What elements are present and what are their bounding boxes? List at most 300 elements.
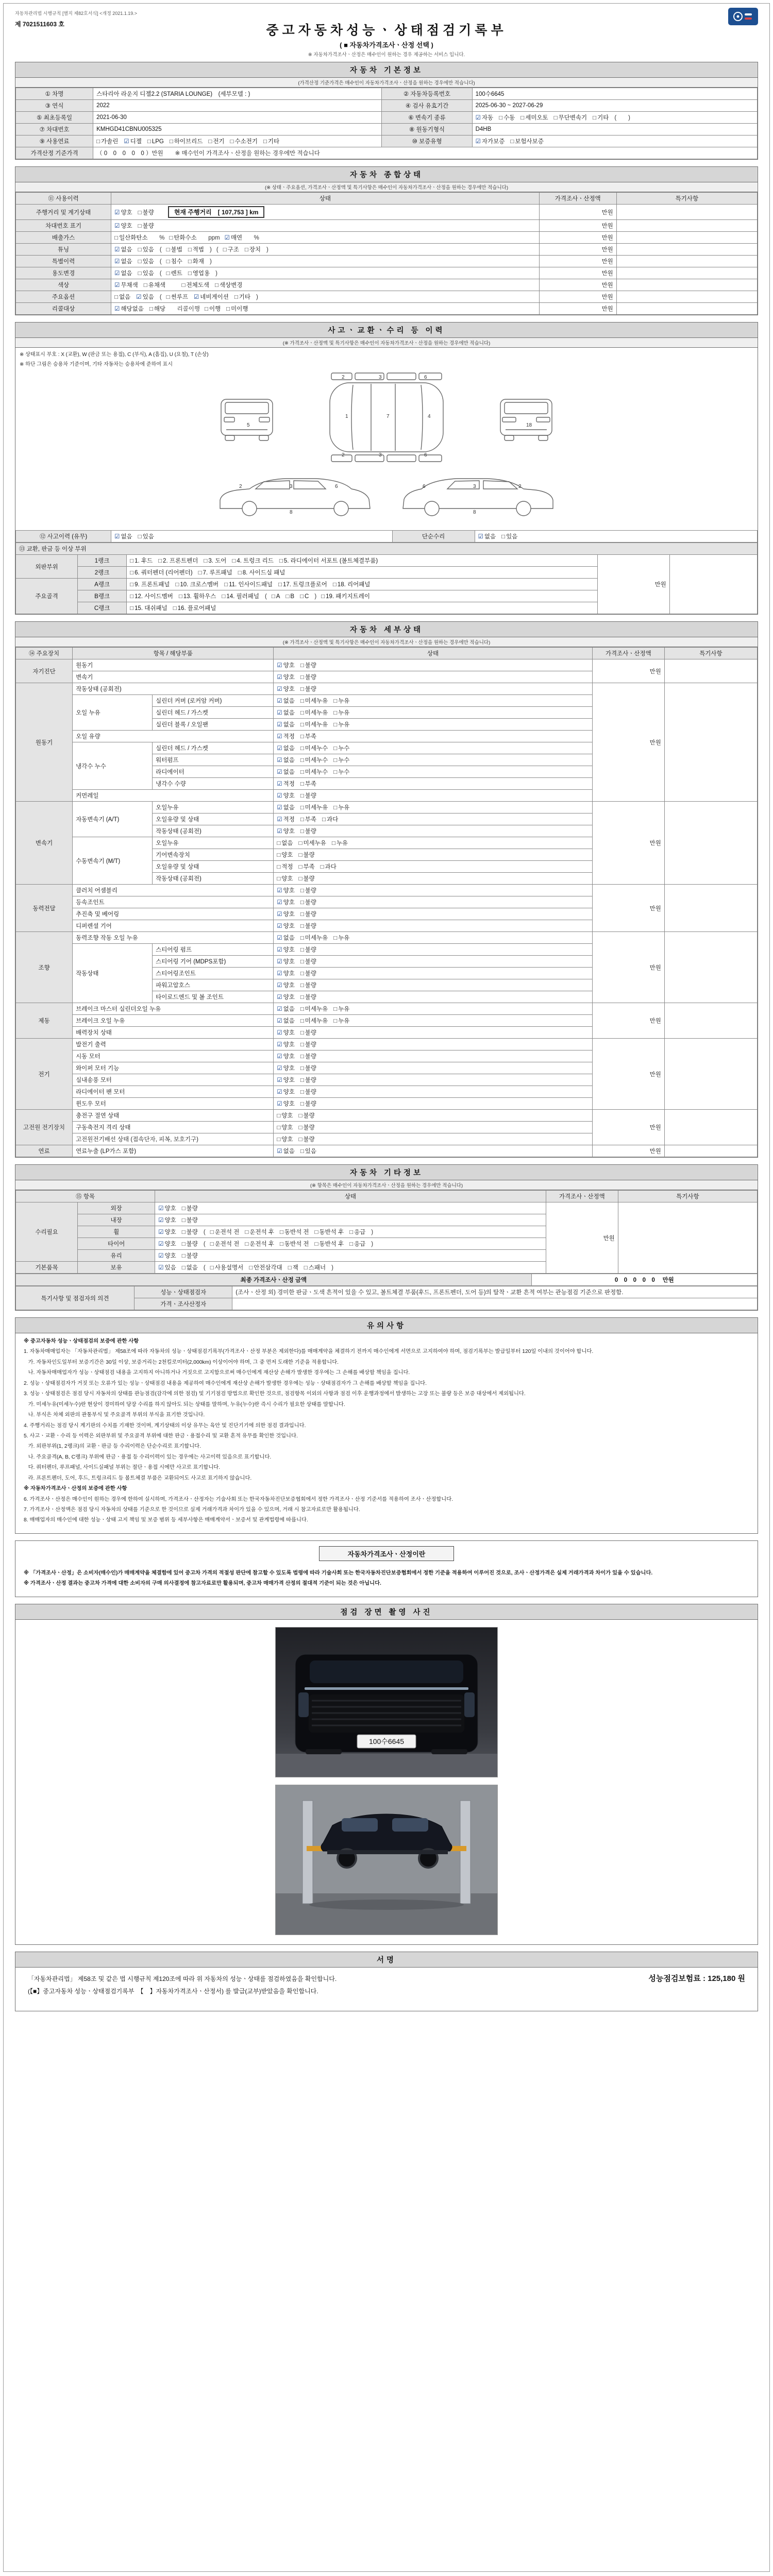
check-option[interactable]	[501, 532, 517, 540]
check-option[interactable]	[182, 1263, 198, 1272]
check-option[interactable]	[277, 862, 293, 871]
checkbox-checked-icon[interactable]: ☑	[277, 1077, 282, 1083]
checkbox-checked-icon[interactable]: ☑	[277, 757, 282, 764]
check-option[interactable]	[315, 1240, 344, 1248]
checkbox-unchecked-icon[interactable]: □	[143, 282, 147, 289]
check-option[interactable]	[300, 957, 316, 965]
checkbox-unchecked-icon[interactable]: □	[244, 247, 248, 253]
check-option[interactable]	[198, 568, 232, 577]
check-option[interactable]	[114, 233, 148, 242]
check-option[interactable]	[300, 945, 316, 954]
check-option[interactable]	[188, 245, 204, 253]
checkbox-unchecked-icon[interactable]: □	[224, 582, 228, 588]
checkbox-unchecked-icon[interactable]: □	[349, 1229, 354, 1235]
check-option[interactable]	[277, 839, 293, 847]
checkbox-unchecked-icon[interactable]: □	[114, 235, 119, 241]
check-option[interactable]	[478, 532, 496, 540]
checkbox-unchecked-icon[interactable]: □	[501, 534, 506, 540]
checkbox-unchecked-icon[interactable]: □	[166, 294, 170, 300]
checkbox-unchecked-icon[interactable]: □	[300, 722, 304, 728]
checkbox-unchecked-icon[interactable]: □	[222, 594, 226, 600]
check-option[interactable]	[277, 827, 295, 835]
checkbox-checked-icon[interactable]: ☑	[277, 888, 282, 894]
checkbox-unchecked-icon[interactable]: □	[298, 840, 303, 846]
check-option[interactable]	[149, 304, 165, 313]
checkbox-checked-icon[interactable]: ☑	[277, 698, 282, 704]
checkbox-unchecked-icon[interactable]: □	[277, 1137, 281, 1143]
checkbox-unchecked-icon[interactable]: □	[138, 210, 142, 216]
checkbox-unchecked-icon[interactable]: □	[300, 1148, 304, 1155]
checkbox-unchecked-icon[interactable]: □	[300, 971, 304, 977]
checkbox-checked-icon[interactable]: ☑	[277, 935, 282, 941]
checkbox-checked-icon[interactable]: ☑	[114, 210, 120, 216]
check-option[interactable]	[210, 1228, 240, 1236]
check-option[interactable]	[300, 898, 316, 906]
checkbox-unchecked-icon[interactable]: □	[166, 247, 170, 253]
check-option[interactable]	[279, 556, 378, 565]
checkbox-unchecked-icon[interactable]: □	[214, 282, 219, 289]
checkbox-checked-icon[interactable]: ☑	[114, 270, 120, 277]
checkbox-unchecked-icon[interactable]: □	[130, 558, 134, 564]
check-option[interactable]	[349, 1228, 365, 1236]
check-option[interactable]	[300, 697, 328, 705]
checkbox-unchecked-icon[interactable]: □	[300, 994, 304, 1001]
checkbox-checked-icon[interactable]: ☑	[193, 294, 199, 300]
checkbox-unchecked-icon[interactable]: □	[285, 594, 290, 600]
check-option[interactable]	[277, 1005, 295, 1013]
check-option[interactable]	[175, 580, 219, 588]
check-option[interactable]	[277, 697, 295, 705]
check-option[interactable]	[130, 592, 173, 600]
checkbox-unchecked-icon[interactable]: □	[204, 306, 208, 312]
checkbox-unchecked-icon[interactable]: □	[300, 959, 304, 965]
checkbox-unchecked-icon[interactable]: □	[298, 876, 303, 882]
check-option[interactable]	[277, 720, 295, 728]
checkbox-unchecked-icon[interactable]: □	[300, 686, 304, 692]
check-option[interactable]	[300, 827, 316, 835]
check-option[interactable]	[322, 815, 338, 823]
checkbox-checked-icon[interactable]: ☑	[277, 710, 282, 716]
checkbox-unchecked-icon[interactable]: □	[181, 1206, 186, 1212]
check-option[interactable]	[300, 803, 328, 811]
check-option[interactable]	[158, 1228, 176, 1236]
check-option[interactable]	[158, 1263, 176, 1272]
check-option[interactable]	[166, 245, 182, 253]
check-option[interactable]	[278, 580, 327, 588]
check-option[interactable]	[215, 281, 242, 289]
check-option[interactable]	[277, 779, 295, 788]
check-option[interactable]	[300, 1147, 316, 1155]
check-option[interactable]	[277, 898, 295, 906]
check-option[interactable]	[277, 1064, 295, 1072]
checkbox-checked-icon[interactable]: ☑	[277, 817, 282, 823]
checkbox-unchecked-icon[interactable]: □	[279, 1241, 283, 1247]
checkbox-unchecked-icon[interactable]: □	[149, 306, 153, 312]
checkbox-unchecked-icon[interactable]: □	[331, 840, 335, 846]
check-option[interactable]	[173, 604, 216, 612]
check-option[interactable]	[300, 768, 328, 776]
checkbox-unchecked-icon[interactable]: □	[300, 923, 304, 929]
check-option[interactable]	[280, 1228, 309, 1236]
check-option[interactable]	[263, 137, 279, 145]
check-option[interactable]	[300, 1076, 316, 1084]
check-option[interactable]	[277, 685, 295, 693]
checkbox-unchecked-icon[interactable]: □	[238, 570, 242, 576]
checkbox-checked-icon[interactable]: ☑	[136, 294, 142, 300]
checkbox-unchecked-icon[interactable]: □	[300, 1018, 304, 1024]
check-option[interactable]	[300, 744, 328, 752]
check-option[interactable]	[476, 113, 494, 122]
check-option[interactable]	[333, 756, 349, 764]
checkbox-unchecked-icon[interactable]: □	[130, 582, 134, 588]
checkbox-checked-icon[interactable]: ☑	[158, 1253, 164, 1259]
check-option[interactable]	[277, 1028, 295, 1037]
checkbox-checked-icon[interactable]: ☑	[277, 734, 282, 740]
checkbox-unchecked-icon[interactable]: □	[300, 674, 304, 681]
check-option[interactable]	[300, 720, 328, 728]
checkbox-unchecked-icon[interactable]: □	[321, 594, 325, 600]
checkbox-unchecked-icon[interactable]: □	[175, 582, 179, 588]
checkbox-checked-icon[interactable]: ☑	[277, 982, 282, 989]
check-option[interactable]	[234, 293, 250, 301]
check-option[interactable]	[333, 697, 349, 705]
checkbox-checked-icon[interactable]: ☑	[277, 781, 282, 787]
checkbox-unchecked-icon[interactable]: □	[226, 306, 230, 312]
checkbox-unchecked-icon[interactable]: □	[298, 1125, 303, 1131]
check-option[interactable]	[333, 803, 349, 811]
check-option[interactable]	[300, 815, 316, 823]
check-option[interactable]	[182, 1228, 198, 1236]
checkbox-checked-icon[interactable]: ☑	[114, 282, 120, 289]
checkbox-unchecked-icon[interactable]: □	[278, 582, 282, 588]
checkbox-unchecked-icon[interactable]: □	[333, 769, 338, 775]
check-option[interactable]	[166, 293, 188, 301]
check-option[interactable]	[300, 934, 328, 942]
checkbox-unchecked-icon[interactable]: □	[130, 570, 134, 576]
checkbox-checked-icon[interactable]: ☑	[277, 805, 282, 811]
check-option[interactable]	[280, 1240, 309, 1248]
checkbox-checked-icon[interactable]: ☑	[277, 769, 282, 775]
checkbox-unchecked-icon[interactable]: □	[298, 852, 303, 858]
check-option[interactable]	[147, 139, 164, 145]
checkbox-unchecked-icon[interactable]: □	[333, 805, 338, 811]
checkbox-unchecked-icon[interactable]: □	[300, 734, 304, 740]
checkbox-unchecked-icon[interactable]: □	[114, 294, 119, 300]
check-option[interactable]	[510, 137, 544, 145]
check-option[interactable]	[188, 257, 204, 265]
checkbox-checked-icon[interactable]: ☑	[277, 1042, 282, 1048]
checkbox-unchecked-icon[interactable]: □	[210, 1241, 214, 1247]
checkbox-unchecked-icon[interactable]: □	[208, 139, 212, 145]
checkbox-unchecked-icon[interactable]: □	[300, 817, 304, 823]
check-option[interactable]	[285, 594, 294, 600]
check-option[interactable]	[249, 1263, 282, 1272]
check-option[interactable]	[182, 1240, 198, 1248]
check-option[interactable]	[96, 137, 118, 145]
checkbox-unchecked-icon[interactable]: □	[263, 139, 267, 145]
checkbox-unchecked-icon[interactable]: □	[277, 1125, 281, 1131]
check-option[interactable]	[304, 1263, 326, 1272]
check-option[interactable]	[277, 910, 295, 918]
checkbox-unchecked-icon[interactable]: □	[277, 864, 281, 870]
checkbox-checked-icon[interactable]: ☑	[158, 1265, 164, 1271]
checkbox-unchecked-icon[interactable]: □	[147, 139, 151, 145]
check-option[interactable]	[277, 993, 295, 1001]
checkbox-unchecked-icon[interactable]: □	[304, 1265, 308, 1271]
check-option[interactable]	[205, 304, 221, 313]
checkbox-unchecked-icon[interactable]: □	[138, 247, 142, 253]
check-option[interactable]	[499, 113, 515, 122]
check-option[interactable]	[277, 815, 295, 823]
checkbox-unchecked-icon[interactable]: □	[300, 1030, 304, 1036]
check-option[interactable]	[300, 685, 316, 693]
check-option[interactable]	[520, 113, 548, 122]
checkbox-unchecked-icon[interactable]: □	[279, 558, 283, 564]
check-option[interactable]	[476, 137, 505, 145]
checkbox-checked-icon[interactable]: ☑	[277, 828, 282, 835]
check-option[interactable]	[272, 594, 280, 600]
check-option[interactable]	[277, 886, 295, 894]
check-option[interactable]	[321, 592, 370, 600]
checkbox-unchecked-icon[interactable]: □	[300, 781, 304, 787]
check-option[interactable]	[158, 1251, 176, 1260]
checkbox-unchecked-icon[interactable]: □	[288, 1265, 292, 1271]
check-option[interactable]	[300, 1040, 316, 1048]
check-option[interactable]	[277, 981, 295, 989]
checkbox-unchecked-icon[interactable]: □	[166, 270, 170, 277]
checkbox-checked-icon[interactable]: ☑	[277, 1148, 282, 1155]
check-option[interactable]	[300, 981, 316, 989]
check-option[interactable]	[210, 1263, 244, 1272]
check-option[interactable]	[130, 568, 192, 577]
check-option[interactable]	[288, 1263, 298, 1272]
check-option[interactable]	[321, 862, 337, 871]
check-option[interactable]	[194, 293, 229, 301]
checkbox-checked-icon[interactable]: ☑	[277, 1054, 282, 1060]
check-option[interactable]	[277, 673, 295, 681]
checkbox-unchecked-icon[interactable]: □	[300, 769, 304, 775]
checkbox-unchecked-icon[interactable]: □	[300, 982, 304, 989]
checkbox-unchecked-icon[interactable]: □	[277, 840, 281, 846]
checkbox-unchecked-icon[interactable]: □	[520, 115, 525, 121]
check-option[interactable]	[277, 803, 295, 811]
check-option[interactable]	[298, 1111, 314, 1120]
check-option[interactable]	[138, 532, 154, 540]
check-option[interactable]	[210, 1240, 240, 1248]
check-option[interactable]	[277, 934, 295, 942]
checkbox-checked-icon[interactable]: ☑	[277, 923, 282, 929]
check-option[interactable]	[300, 1099, 316, 1108]
check-option[interactable]	[277, 922, 295, 930]
check-option[interactable]	[300, 661, 316, 669]
checkbox-unchecked-icon[interactable]: □	[300, 1054, 304, 1060]
check-option[interactable]	[300, 732, 316, 740]
check-option[interactable]	[277, 957, 295, 965]
checkbox-unchecked-icon[interactable]: □	[181, 282, 186, 289]
checkbox-unchecked-icon[interactable]: □	[349, 1241, 354, 1247]
checkbox-unchecked-icon[interactable]: □	[138, 534, 142, 540]
check-option[interactable]	[232, 556, 273, 565]
checkbox-checked-icon[interactable]: ☑	[277, 1006, 282, 1012]
checkbox-unchecked-icon[interactable]: □	[210, 1265, 214, 1271]
checkbox-unchecked-icon[interactable]: □	[333, 710, 338, 716]
checkbox-unchecked-icon[interactable]: □	[279, 1229, 283, 1235]
check-option[interactable]	[277, 1040, 295, 1048]
check-option[interactable]	[300, 969, 316, 977]
checkbox-checked-icon[interactable]: ☑	[158, 1229, 164, 1235]
check-option[interactable]	[188, 269, 210, 277]
check-option[interactable]	[166, 269, 182, 277]
check-option[interactable]	[277, 1135, 293, 1143]
checkbox-unchecked-icon[interactable]: □	[130, 594, 134, 600]
checkbox-unchecked-icon[interactable]: □	[188, 259, 192, 265]
check-option[interactable]	[332, 839, 348, 847]
check-option[interactable]	[182, 281, 209, 289]
check-option[interactable]	[138, 269, 154, 277]
checkbox-unchecked-icon[interactable]: □	[333, 698, 338, 704]
check-option[interactable]	[277, 1076, 295, 1084]
check-option[interactable]	[158, 1240, 176, 1248]
check-option[interactable]	[114, 245, 132, 253]
checkbox-unchecked-icon[interactable]: □	[277, 852, 281, 858]
checkbox-unchecked-icon[interactable]: □	[277, 876, 281, 882]
checkbox-unchecked-icon[interactable]: □	[300, 1089, 304, 1095]
check-option[interactable]	[166, 257, 182, 265]
checkbox-unchecked-icon[interactable]: □	[158, 558, 162, 564]
check-option[interactable]	[333, 934, 349, 942]
check-option[interactable]	[298, 851, 314, 859]
checkbox-unchecked-icon[interactable]: □	[210, 1229, 214, 1235]
check-option[interactable]	[300, 922, 316, 930]
check-option[interactable]	[114, 257, 132, 265]
checkbox-checked-icon[interactable]: ☑	[158, 1217, 164, 1224]
check-option[interactable]	[349, 1240, 365, 1248]
checkbox-unchecked-icon[interactable]: □	[249, 1265, 253, 1271]
checkbox-unchecked-icon[interactable]: □	[181, 1229, 186, 1235]
check-option[interactable]	[333, 720, 349, 728]
checkbox-unchecked-icon[interactable]: □	[130, 605, 134, 612]
check-option[interactable]	[114, 293, 130, 301]
checkbox-unchecked-icon[interactable]: □	[166, 259, 170, 265]
checkbox-unchecked-icon[interactable]: □	[300, 793, 304, 799]
check-option[interactable]	[114, 304, 144, 313]
checkbox-unchecked-icon[interactable]: □	[320, 864, 324, 870]
check-option[interactable]	[300, 886, 316, 894]
checkbox-unchecked-icon[interactable]: □	[300, 888, 304, 894]
checkbox-unchecked-icon[interactable]: □	[300, 1042, 304, 1048]
checkbox-checked-icon[interactable]: ☑	[277, 911, 282, 918]
check-option[interactable]	[277, 744, 295, 752]
check-option[interactable]	[179, 592, 216, 600]
checkbox-unchecked-icon[interactable]: □	[332, 582, 337, 588]
checkbox-unchecked-icon[interactable]: □	[300, 698, 304, 704]
checkbox-checked-icon[interactable]: ☑	[277, 994, 282, 1001]
checkbox-unchecked-icon[interactable]: □	[96, 139, 100, 145]
checkbox-checked-icon[interactable]: ☑	[114, 223, 120, 229]
check-option[interactable]	[300, 1052, 316, 1060]
checkbox-unchecked-icon[interactable]: □	[245, 1241, 249, 1247]
checkbox-unchecked-icon[interactable]: □	[298, 1137, 303, 1143]
checkbox-unchecked-icon[interactable]: □	[300, 805, 304, 811]
checkbox-unchecked-icon[interactable]: □	[181, 1241, 186, 1247]
checkbox-unchecked-icon[interactable]: □	[230, 139, 234, 145]
check-option[interactable]	[300, 1088, 316, 1096]
check-option[interactable]	[245, 245, 261, 253]
check-option[interactable]	[277, 791, 295, 800]
checkbox-unchecked-icon[interactable]: □	[333, 1006, 338, 1012]
checkbox-unchecked-icon[interactable]: □	[300, 1006, 304, 1012]
check-option[interactable]	[277, 1052, 295, 1060]
check-option[interactable]	[300, 1005, 328, 1013]
checkbox-unchecked-icon[interactable]: □	[300, 935, 304, 941]
checkbox-unchecked-icon[interactable]: □	[178, 594, 182, 600]
check-option[interactable]	[300, 1016, 328, 1025]
check-option[interactable]	[300, 1028, 316, 1037]
checkbox-checked-icon[interactable]: ☑	[475, 115, 481, 121]
checkbox-checked-icon[interactable]: ☑	[277, 745, 282, 752]
checkbox-unchecked-icon[interactable]: □	[333, 745, 338, 752]
check-option[interactable]	[300, 779, 316, 788]
checkbox-checked-icon[interactable]: ☑	[277, 971, 282, 977]
check-option[interactable]	[223, 245, 239, 253]
checkbox-unchecked-icon[interactable]: □	[499, 115, 503, 121]
checkbox-unchecked-icon[interactable]: □	[181, 1217, 186, 1224]
check-option[interactable]	[130, 556, 153, 565]
checkbox-unchecked-icon[interactable]: □	[593, 115, 597, 121]
check-option[interactable]	[300, 910, 316, 918]
checkbox-unchecked-icon[interactable]: □	[223, 247, 227, 253]
check-option[interactable]	[300, 1064, 316, 1072]
checkbox-unchecked-icon[interactable]: □	[300, 1065, 304, 1072]
checkbox-checked-icon[interactable]: ☑	[277, 793, 282, 799]
checkbox-checked-icon[interactable]: ☑	[114, 247, 120, 253]
checkbox-unchecked-icon[interactable]: □	[300, 1077, 304, 1083]
check-option[interactable]	[182, 1204, 198, 1212]
checkbox-unchecked-icon[interactable]: □	[314, 1241, 318, 1247]
checkbox-unchecked-icon[interactable]: □	[298, 864, 303, 870]
check-option[interactable]	[230, 137, 258, 145]
check-option[interactable]	[333, 1005, 349, 1013]
check-option[interactable]	[300, 791, 316, 800]
checkbox-unchecked-icon[interactable]: □	[245, 1229, 249, 1235]
check-option[interactable]	[300, 594, 309, 600]
checkbox-checked-icon[interactable]: ☑	[158, 1241, 164, 1247]
checkbox-checked-icon[interactable]: ☑	[277, 900, 282, 906]
check-option[interactable]	[138, 257, 154, 265]
check-option[interactable]	[277, 708, 295, 717]
check-option[interactable]	[333, 708, 349, 717]
check-option[interactable]	[315, 1228, 344, 1236]
checkbox-checked-icon[interactable]: ☑	[114, 259, 120, 265]
checkbox-unchecked-icon[interactable]: □	[188, 270, 192, 277]
checkbox-unchecked-icon[interactable]: □	[300, 900, 304, 906]
checkbox-unchecked-icon[interactable]: □	[314, 1229, 318, 1235]
check-option[interactable]	[300, 673, 316, 681]
checkbox-checked-icon[interactable]: ☑	[277, 1030, 282, 1036]
checkbox-checked-icon[interactable]: ☑	[277, 1018, 282, 1024]
checkbox-checked-icon[interactable]: ☑	[277, 722, 282, 728]
checkbox-checked-icon[interactable]: ☑	[277, 947, 282, 953]
check-option[interactable]	[124, 137, 142, 145]
checkbox-checked-icon[interactable]: ☑	[277, 663, 282, 669]
checkbox-checked-icon[interactable]: ☑	[277, 1089, 282, 1095]
check-option[interactable]	[333, 744, 349, 752]
checkbox-unchecked-icon[interactable]: □	[198, 570, 202, 576]
checkbox-unchecked-icon[interactable]: □	[333, 1018, 338, 1024]
check-option[interactable]	[144, 281, 165, 289]
check-option[interactable]	[300, 993, 316, 1001]
checkbox-unchecked-icon[interactable]: □	[234, 294, 238, 300]
